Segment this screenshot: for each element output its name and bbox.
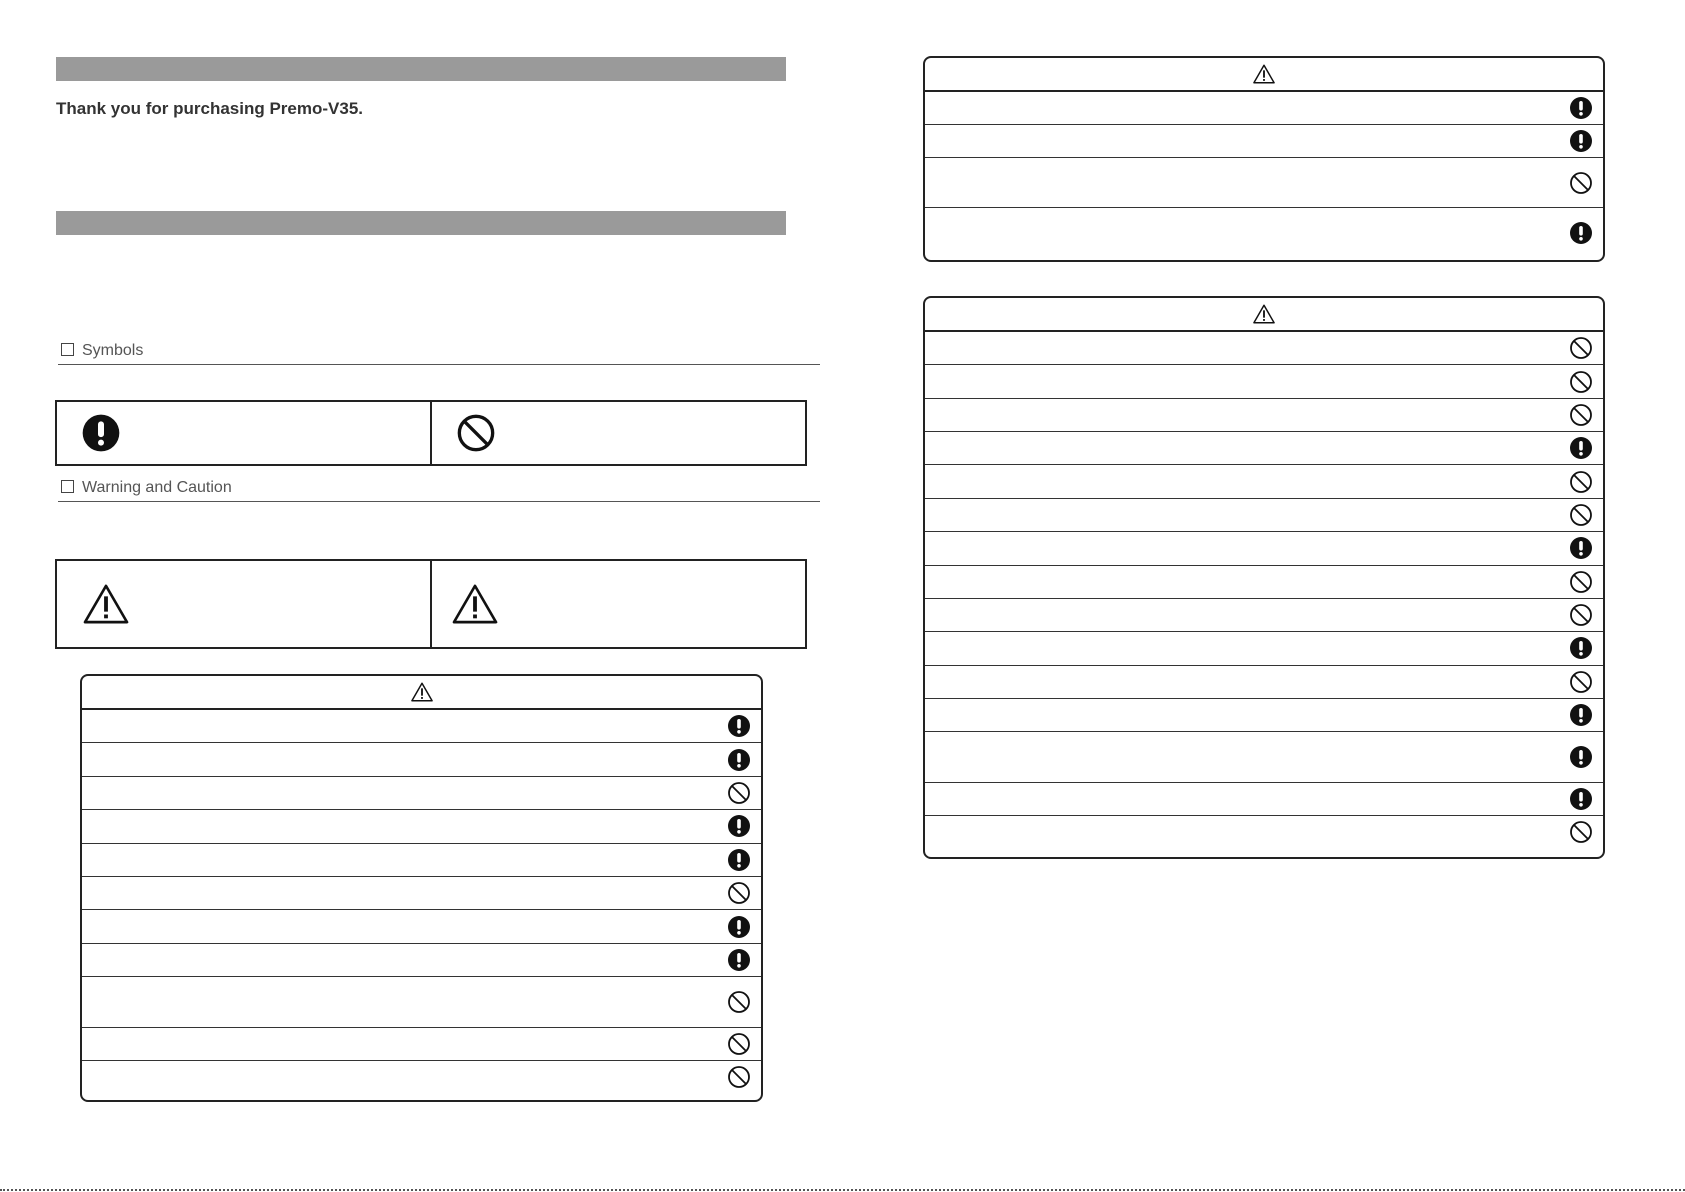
panel-row [925,816,1603,848]
caution-cell [430,561,805,647]
warning-triangle-icon [83,583,129,625]
panel-row [82,1028,761,1061]
caution-panel-right [923,296,1605,859]
prohibition-icon [456,413,496,453]
panel-header [925,58,1603,92]
prohibition-icon [1569,171,1593,195]
checkbox-square-icon [61,343,74,356]
warning-triangle-icon [1253,63,1275,85]
panel-row [925,599,1603,632]
warning-cell [57,561,430,647]
panel-header [925,298,1603,332]
panel-row [82,944,761,977]
section-bar-2 [56,211,786,235]
prohibition-icon [1569,603,1593,627]
warning-panel-left [80,674,763,1102]
exclamation-icon [727,714,751,738]
prohibition-icon [1569,670,1593,694]
warning-triangle-icon [452,583,498,625]
exclamation-icon [727,848,751,872]
exclamation-icon [1569,129,1593,153]
prohibition-icon [1569,370,1593,394]
prohibition-icon [727,881,751,905]
panel-row [925,532,1603,565]
exclamation-icon [1569,636,1593,660]
exclamation-icon [1569,745,1593,769]
panel-row [925,783,1603,816]
prohibition-icon [1569,820,1593,844]
panel-row [925,332,1603,365]
exclamation-icon [1569,436,1593,460]
prohibition-icon [727,1032,751,1056]
warning-box [55,559,807,649]
exclamation-icon [727,814,751,838]
prohibition-icon [1569,470,1593,494]
panel-row [925,125,1603,158]
exclamation-icon [1569,221,1593,245]
prohibition-icon [727,781,751,805]
panel-row [82,910,761,943]
panel-row [925,365,1603,398]
prohibition-icon [1569,336,1593,360]
exclamation-icon [727,915,751,939]
panel-row [925,399,1603,432]
panel-row [82,844,761,877]
prohibition-icon [1569,570,1593,594]
prohibition-icon [1569,403,1593,427]
panel-row [925,632,1603,665]
intro-text: Thank you for purchasing Premo-V35. [56,99,364,118]
panel-row [925,699,1603,732]
exclamation-icon [1569,96,1593,120]
panel-row [82,710,761,743]
panel-row [82,1061,761,1093]
symbols-box [55,400,807,466]
panel-row [925,92,1603,125]
section-bar-1 [56,57,786,81]
exclamation-icon [727,948,751,972]
exclamation-icon [81,413,121,453]
symbols-cell-mandatory [57,402,430,464]
panel-row [925,666,1603,699]
panel-row [82,777,761,810]
panel-row [82,810,761,843]
panel-row [925,158,1603,208]
warning-caution-heading-label: Warning and Caution [82,479,232,496]
exclamation-icon [1569,536,1593,560]
symbols-cell-prohibited [430,402,805,464]
checkbox-square-icon [61,480,74,493]
prohibition-icon [727,990,751,1014]
prohibition-icon [727,1065,751,1089]
panel-row [82,743,761,776]
panel-row [925,732,1603,782]
panel-row [925,432,1603,465]
warning-panel-right-top [923,56,1605,262]
panel-row [82,877,761,910]
panel-row [925,499,1603,532]
panel-row [925,465,1603,498]
symbols-heading-label: Symbols [82,342,144,359]
warning-triangle-icon [411,681,433,703]
panel-row [82,977,761,1027]
panel-row [925,208,1603,257]
warning-caution-heading [58,479,820,502]
panel-row [925,566,1603,599]
exclamation-icon [1569,703,1593,727]
symbols-heading [58,342,820,365]
panel-header [82,676,761,710]
page-bottom-dotted-line [0,1189,1685,1191]
prohibition-icon [1569,503,1593,527]
warning-triangle-icon [1253,303,1275,325]
exclamation-icon [727,748,751,772]
exclamation-icon [1569,787,1593,811]
